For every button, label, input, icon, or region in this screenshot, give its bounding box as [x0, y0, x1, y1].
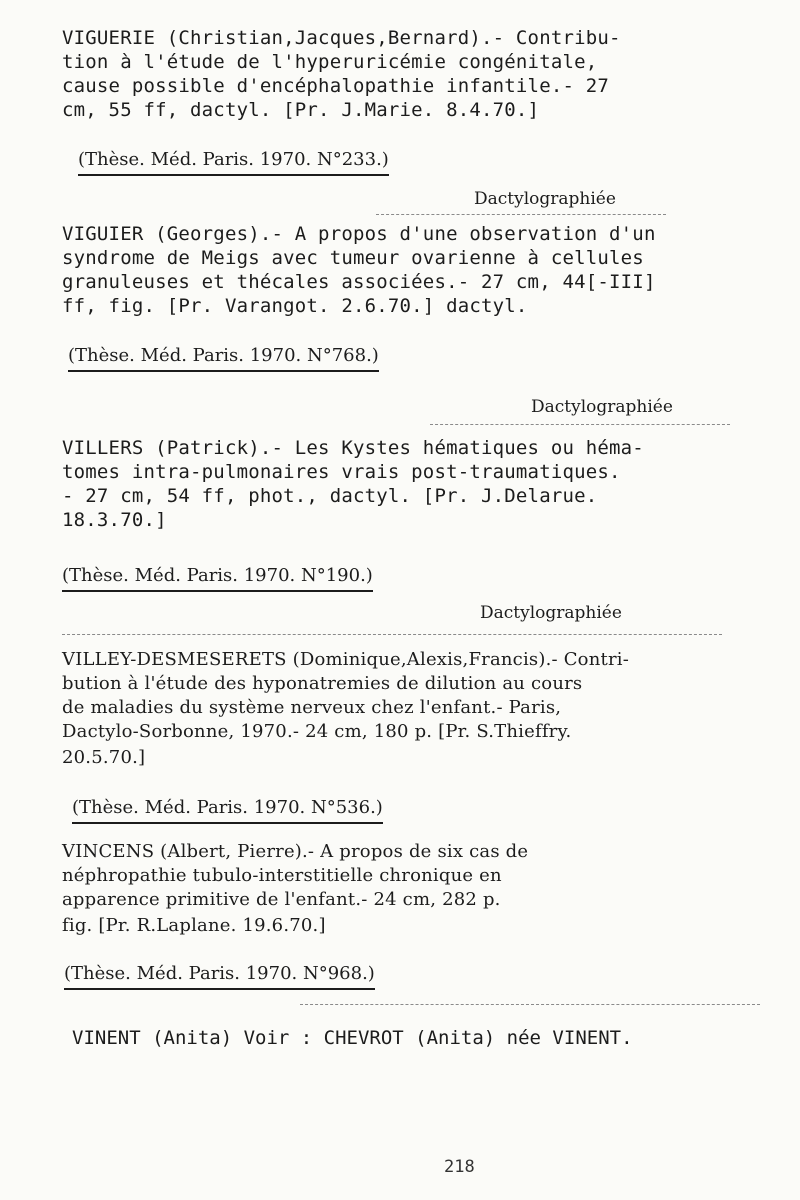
entry-text-line: VINCENS (Albert, Pierre).- A propos de six cas de [62, 841, 529, 862]
separator [430, 424, 730, 425]
thesis-source: (Thèse. Méd. Paris. 1970. N°768.) [68, 344, 379, 372]
entry-text-line: tomes intra-pulmonaires vrais post-traumatiques. [62, 461, 621, 483]
entry-text-line: - 27 cm, 54 ff, phot., dactyl. [Pr. J.Delarue. [62, 485, 598, 507]
thesis-source: (Thèse. Méd. Paris. 1970. N°536.) [72, 796, 383, 824]
thesis-source: (Thèse. Méd. Paris. 1970. N°233.) [78, 148, 389, 176]
entry-text-line: bution à l'étude des hyponatremies de dilution au cours [62, 673, 583, 694]
separator [300, 1004, 760, 1005]
separator [376, 214, 666, 215]
entry-text-line: syndrome de Meigs avec tumeur ovarienne à cellules [62, 247, 644, 269]
entry-text-line: néphropathie tubulo-interstitielle chronique en [62, 865, 502, 886]
entry-text-line: granuleuses et thécales associées.- 27 cm, 44[-III] [62, 271, 656, 293]
entry-text-line: tion à l'étude de l'hyperuricémie congénitale, [62, 51, 598, 73]
cross-reference: VINENT (Anita) Voir : CHEVROT (Anita) née VINENT. [72, 1027, 633, 1049]
entry-text-line: apparence primitive de l'enfant.- 24 cm, 282 p. [62, 889, 501, 910]
entry-text-line: 18.3.70.] [62, 509, 167, 531]
entry-text-line: VILLEY-DESMESERETS (Dominique,Alexis,Francis).- Contri- [62, 649, 629, 670]
entry-text-line: cause possible d'encéphalopathie infantile.- 27 [62, 75, 610, 97]
page-number: 218 [444, 1157, 475, 1177]
document-type: Dactylographiée [474, 189, 616, 209]
thesis-source: (Thèse. Méd. Paris. 1970. N°968.) [64, 962, 375, 990]
entry-text-line: ff, fig. [Pr. Varangot. 2.6.70.] dactyl. [62, 295, 528, 317]
separator [62, 634, 722, 635]
document-type: Dactylographiée [480, 603, 622, 623]
entry-text-line: VIGUIER (Georges).- A propos d'une observation d'un [62, 223, 656, 245]
entry-text-line: cm, 55 ff, dactyl. [Pr. J.Marie. 8.4.70.] [62, 99, 540, 121]
entry-text-line: 20.5.70.] [62, 747, 146, 768]
entry-text-line: VIGUERIE (Christian,Jacques,Bernard).- Contribu- [62, 27, 621, 49]
thesis-source: (Thèse. Méd. Paris. 1970. N°190.) [62, 564, 373, 592]
entry-text-line: Dactylo-Sorbonne, 1970.- 24 cm, 180 p. [Pr. S.Thieffry. [62, 721, 572, 742]
entry-text-line: de maladies du système nerveux chez l'enfant.- Paris, [62, 697, 562, 718]
entry-text-line: fig. [Pr. R.Laplane. 19.6.70.] [62, 915, 326, 936]
document-type: Dactylographiée [531, 397, 673, 417]
entry-text-line: VILLERS (Patrick).- Les Kystes hématiques ou héma- [62, 437, 644, 459]
